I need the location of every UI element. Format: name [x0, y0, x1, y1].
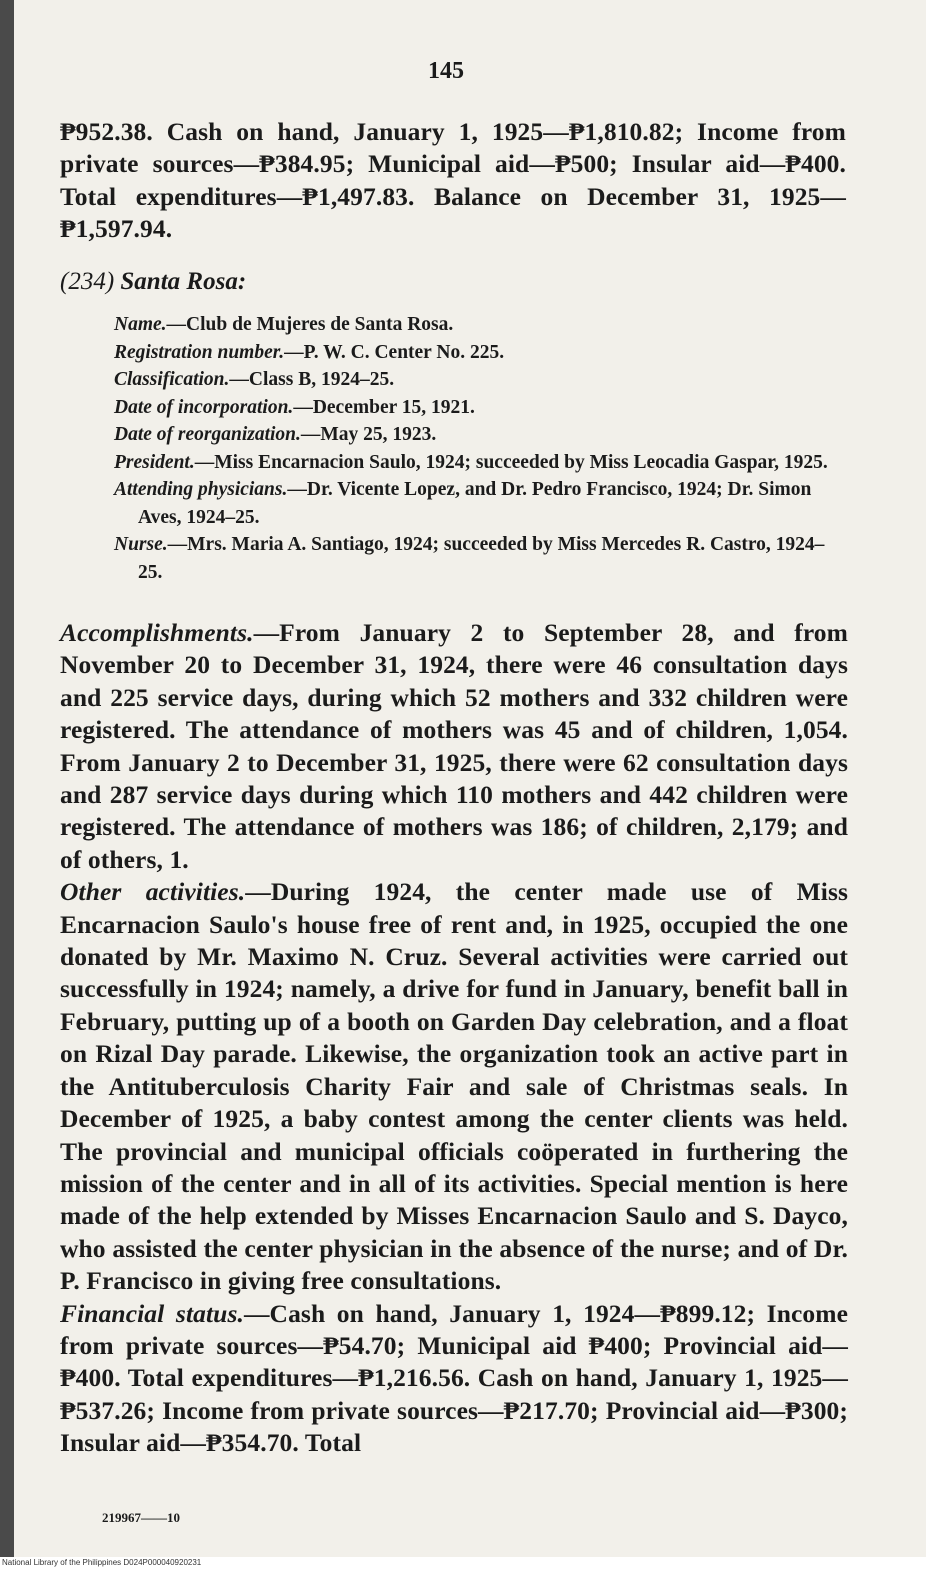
accomplishments-paragraph [60, 617, 848, 876]
scan-attribution: National Library of the Philippines D024P000040920231 [0, 1557, 926, 1569]
intro-paragraph: ₱952.38. Cash on hand, January 1, 1925—₱1,810.82; Income from private sources—₱384.95; Municipal aid—₱500; Insular aid—₱400. Total expenditures—₱1,497.83. Balance on December 31, 1925—₱1,597.94. [60, 117, 846, 244]
body-text [60, 617, 848, 1460]
info-row [114, 531, 848, 586]
info-label: President. [114, 451, 195, 473]
section-title: Santa Rosa: [120, 268, 247, 295]
print-code: 219967——10 [102, 1510, 180, 1525]
info-row [114, 421, 848, 449]
info-row [114, 476, 848, 531]
financial-status-text: —Cash on hand, January 1, 1924—₱899.12; Income from private sources—₱54.70; Municipal aid ₱400; Provincial aid—₱400. Total expenditures—₱1,216.56. Cash on hand, January 1, 1925—₱537.26; Income from private sources—₱217.70; Provincial aid—₱300; Insular aid—₱354.70. Total [60, 1298, 848, 1458]
accomplishments-label: Accomplishments. [60, 618, 254, 647]
accomplishments-text: —From January 2 to September 28, and from November 20 to December 31, 1924, there were 46 consultation days and 225 service days, during which 52 mothers and 332 children were registered. The attendance of mothers was 45 and of children, 1,054. From January 2 to December 31, 1925, there were 62 consultation days and 287 service days during which 110 mothers and 442 children were registered. The attendance of mothers was 186; of children, 2,179; and of others, 1. [60, 618, 848, 874]
other-activities-text: —During 1924, the center made use of Miss Encarnacion Saulo's house free of rent and, in 1925, occupied the one donated by Mr. Maximo N. Cruz. Several activities were carried out successfully in 1924; namely, a drive for fund in January, benefit ball in February, putting up of a booth on Garden Day celebration, and a float on Rizal Day parade. Likewise, the organization took an active part in the Antituberculosis Charity Fair and sale of Christmas seals. In December of 1925, a baby contest among the center clients was held. The provincial and municipal officials coöperated in furthering the mission of the center and in all of its activities. Special mention is here made of the help extended by Misses Encarnacion Saulo and S. Dayco, who assisted the center physician in the absence of the nurse; and of Dr. P. Francisco in giving free consultations. [60, 877, 848, 1296]
info-label: Date of reorganization. [114, 424, 301, 445]
info-value: —May 25, 1923. [300, 424, 437, 445]
info-row [114, 449, 848, 477]
info-row [114, 339, 848, 367]
info-label: Registration number. [114, 341, 285, 363]
info-row [114, 311, 848, 339]
info-value: —Dr. Vicente Lopez, and Dr. Pedro Francisco, 1924; Dr. Simon Aves, 1924–25. [138, 479, 812, 528]
info-value: —Miss Encarnacion Saulo, 1924; succeeded by Miss Leocadia Gaspar, 1925. [194, 451, 828, 473]
info-value: —December 15, 1921. [293, 396, 475, 418]
info-row [114, 366, 848, 394]
section-number: (234) [60, 268, 115, 295]
page-number: 145 [428, 58, 464, 84]
info-value: —Club de Mujeres de Santa Rosa. [166, 314, 454, 335]
document-page [56, 0, 856, 1569]
info-value: —Mrs. Maria A. Santiago, 1924; succeeded by Miss Mercedes R. Castro, 1924–25. [138, 534, 825, 583]
info-label: Attending physicians. [114, 479, 288, 500]
info-row [114, 394, 848, 422]
other-activities-label: Other activities. [60, 877, 246, 907]
info-label: Name. [114, 314, 167, 335]
info-label: Date of incorporation. [114, 396, 294, 418]
financial-status-label: Financial status. [60, 1298, 244, 1328]
scan-edge [0, 0, 14, 1569]
financial-status-paragraph [60, 1298, 848, 1460]
other-activities-paragraph [60, 876, 848, 1297]
info-value: —Class B, 1924–25. [229, 369, 395, 390]
info-value: —P. W. C. Center No. 225. [284, 341, 505, 363]
info-label: Classification. [114, 369, 230, 390]
center-info-block [114, 311, 848, 586]
section-heading [60, 268, 246, 296]
info-label: Nurse. [114, 534, 168, 555]
